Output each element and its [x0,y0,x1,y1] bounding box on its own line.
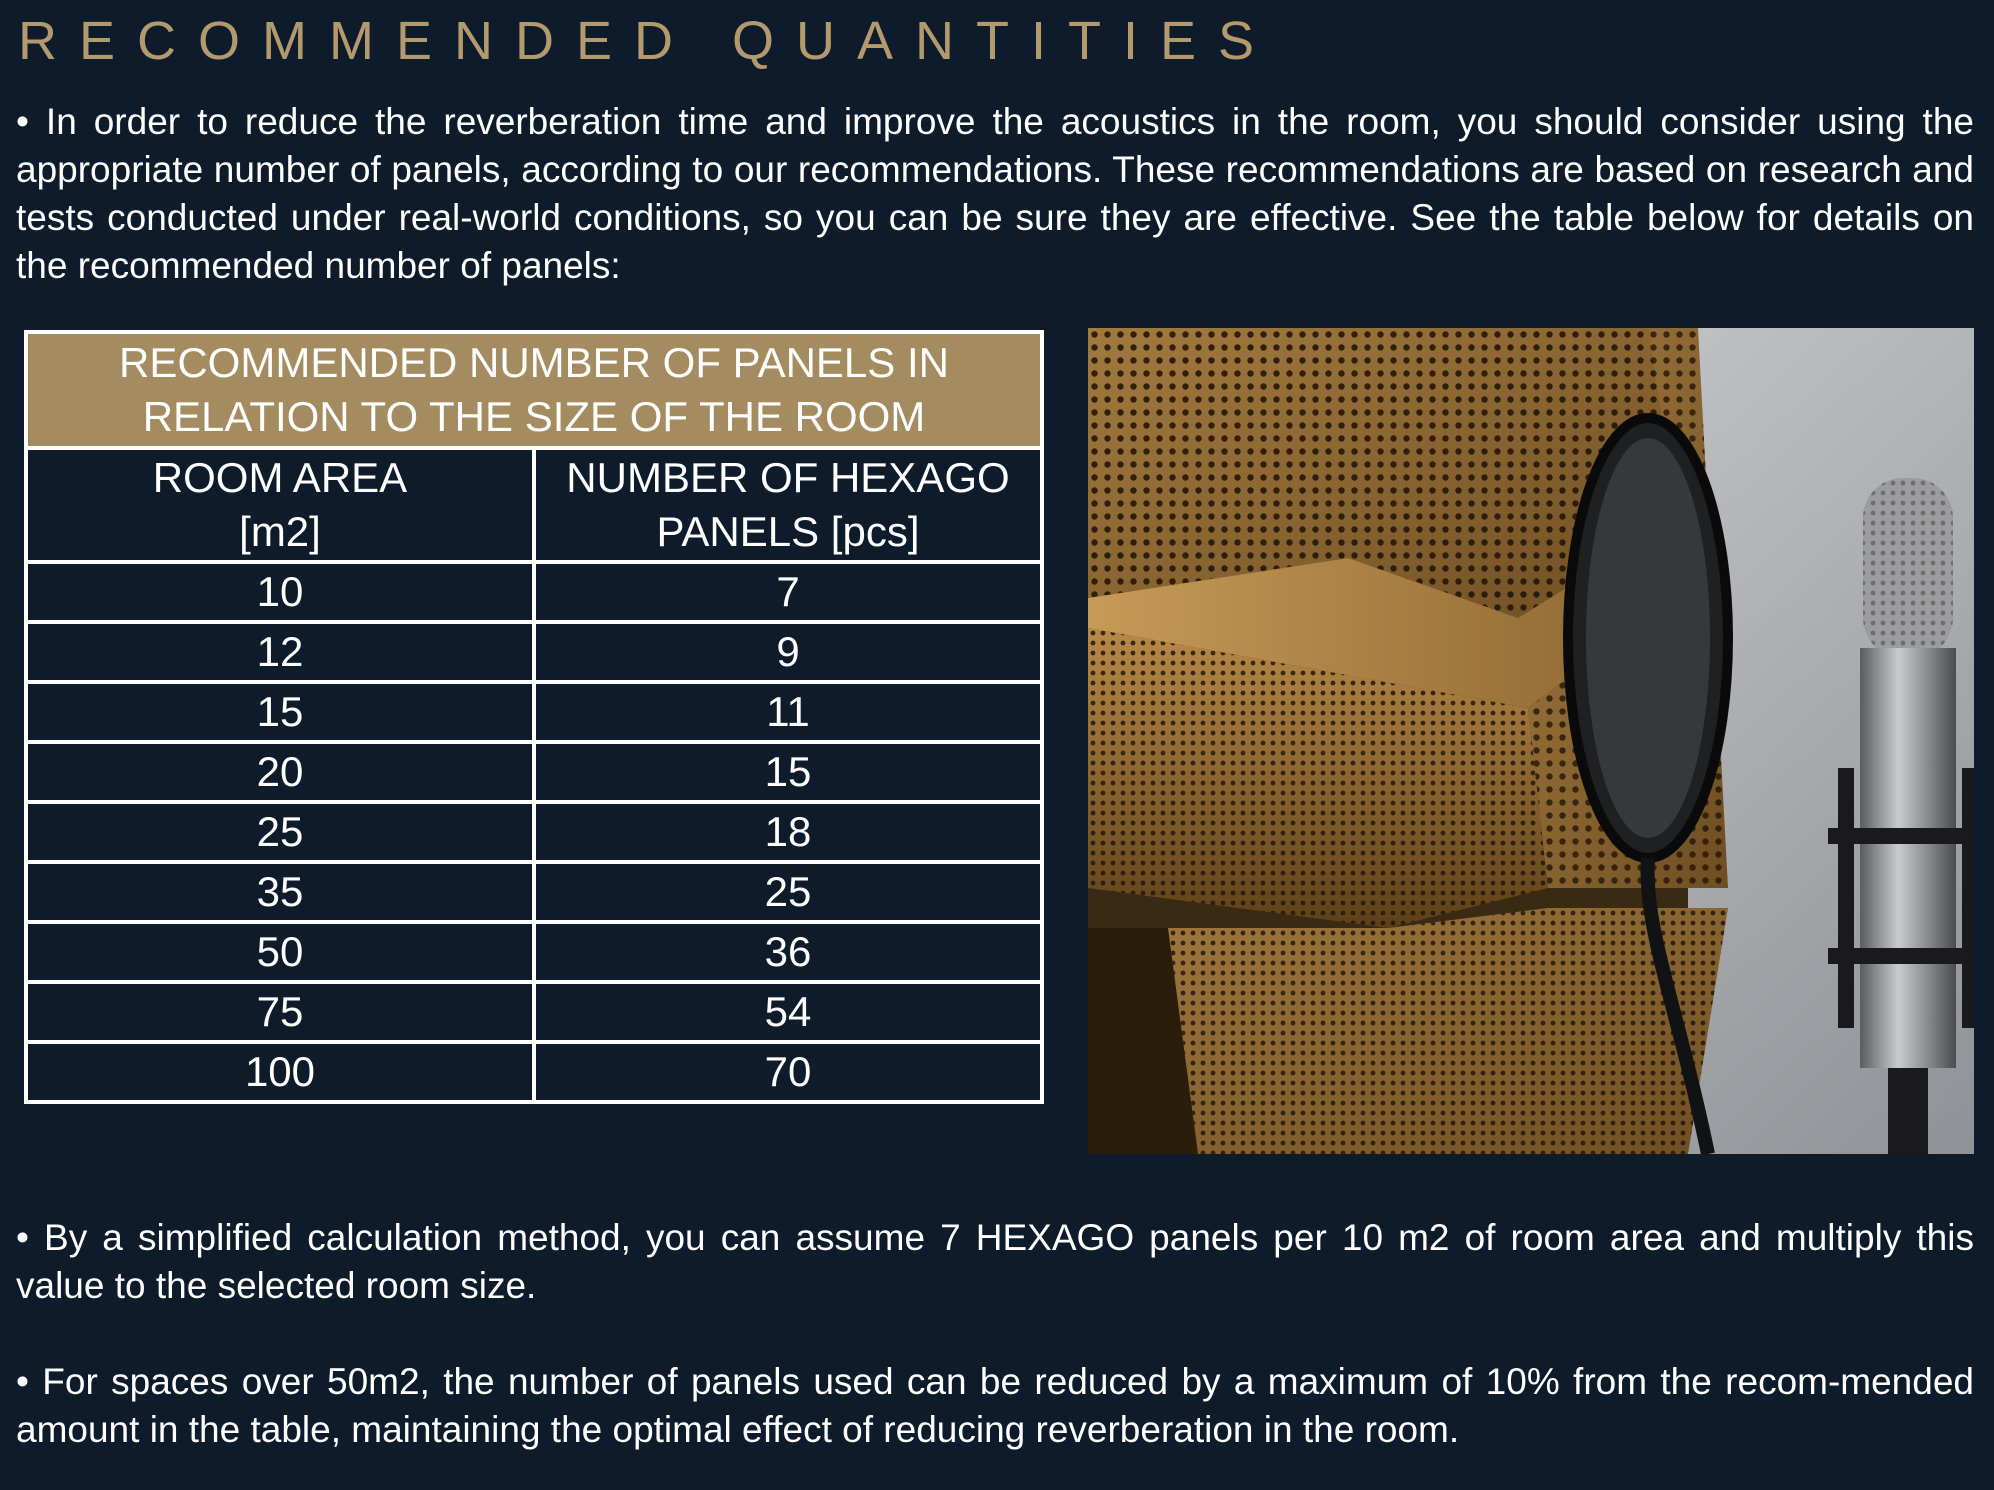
panel-count-cell: 25 [534,862,1042,922]
panel-count-cell: 70 [534,1042,1042,1102]
room-area-cell: 25 [26,802,534,862]
room-area-cell: 15 [26,682,534,742]
recommendation-table [24,330,1044,1104]
room-area-cell: 10 [26,562,534,622]
note-large-spaces: • For spaces over 50m2, the number of panels used can be reduced by a maximum of 10% from the recom-mended amount in the table, maintaining the optimal effect of reducing reverberation in the room. [16,1361,1974,1450]
panel-count-cell: 11 [534,682,1042,742]
table-title-line1: RECOMMENDED NUMBER OF PANELS IN [119,339,949,386]
panel-count-cell: 7 [534,562,1042,622]
room-area-cell: 50 [26,922,534,982]
table-row [26,742,1042,802]
page-title: RECOMMENDED QUANTITIES [18,11,1277,71]
column-header-panel-count-line2: PANELS [pcs] [656,508,920,555]
column-header-room-area [26,448,534,562]
room-area-cell: 75 [26,982,534,1042]
table-row [26,622,1042,682]
room-area-cell: 20 [26,742,534,802]
table-row [26,1042,1042,1102]
panel-count-cell: 18 [534,802,1042,862]
studio-microphone-photo [1088,328,1974,1154]
table-row [26,682,1042,742]
column-header-panel-count-line1: NUMBER OF HEXAGO [566,454,1010,501]
table-row [26,922,1042,982]
table-row [26,982,1042,1042]
panel-count-cell: 54 [534,982,1042,1042]
panel-count-cell: 36 [534,922,1042,982]
table-row [26,802,1042,862]
table-title [26,332,1042,448]
column-header-panel-count [534,448,1042,562]
table-row [26,862,1042,922]
column-header-room-area-line2: [m2] [239,508,321,555]
room-area-cell: 12 [26,622,534,682]
room-area-cell: 100 [26,1042,534,1102]
table-title-line2: RELATION TO THE SIZE OF THE ROOM [142,393,926,440]
intro-paragraph: • In order to reduce the reverberation time and improve the acoustics in the room, you should consider using the appropriate number of panels, according to our recommendations. These recommendations are based on research and tests conducted under real-world conditions, so you can be sure they are effective. See the table below for details on the recommended number of panels: [16,101,1974,286]
room-area-cell: 35 [26,862,534,922]
column-header-room-area-line1: ROOM AREA [152,454,408,501]
table-header-row [26,448,1042,562]
panel-count-cell: 15 [534,742,1042,802]
note-simplified-calculation: • By a simplified calculation method, you can assume 7 HEXAGO panels per 10 m2 of room area and multiply this value to the selected room size. [16,1217,1974,1306]
table-row [26,562,1042,622]
panel-count-cell: 9 [534,622,1042,682]
table-title-row [26,332,1042,448]
